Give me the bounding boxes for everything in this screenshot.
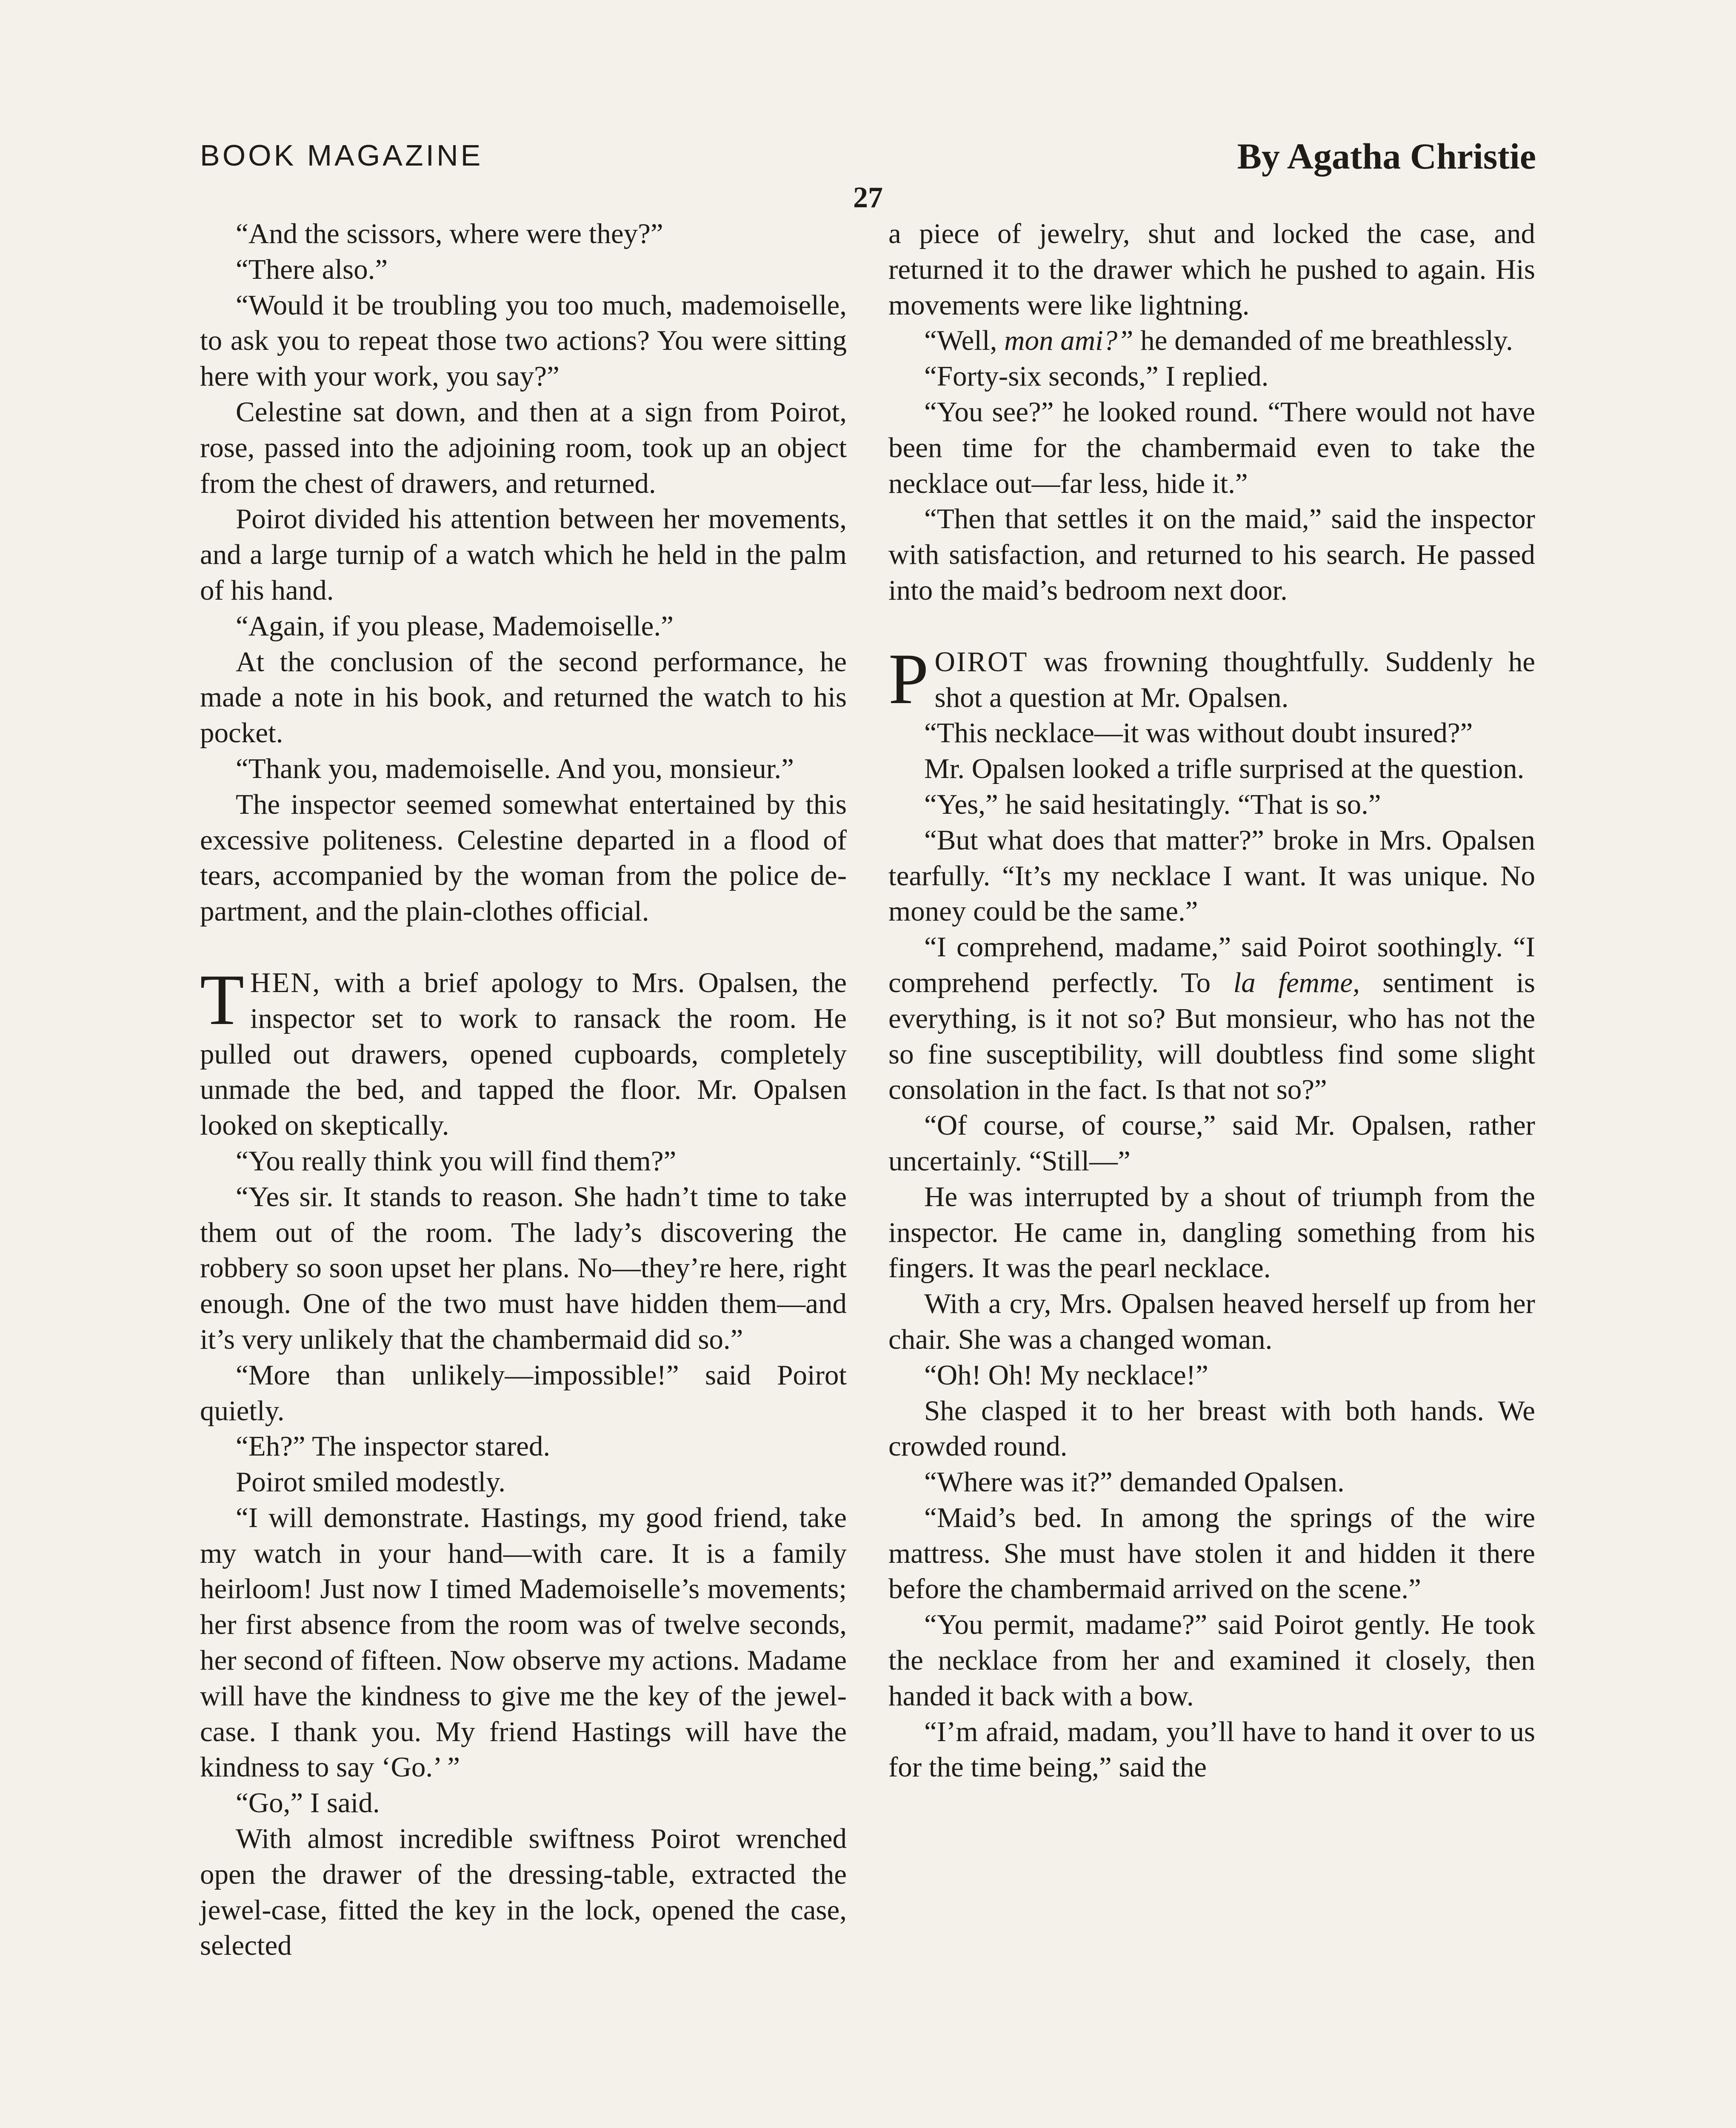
- paragraph: “Oh! Oh! My necklace!”: [924, 1359, 1208, 1391]
- paragraph: With almost incredible swiftness Poirot wrenched open the drawer of the dressing-table, extracted the jewel-case, fitted the key in the lock, opened the case, selected: [200, 1823, 847, 1962]
- paragraph: “Of course, of course,” said Mr. Opalsen, rather uncertainly. “Still—”: [888, 1110, 1535, 1177]
- paragraph-text: was frowning thoughtfully. Suddenly he shot a question at Mr. Opalsen.: [934, 646, 1535, 713]
- author-byline: By Agatha Christie: [1237, 136, 1536, 177]
- italic-text: mon ami?”: [1004, 325, 1134, 357]
- paragraph: The inspector seemed somewhat entertained by this excessive politeness. Celestine departed in a flood of tears, accompanied by the woman from the police department, and the plain-clothes official.: [200, 788, 847, 927]
- paragraph-text: he demanded of me breathlessly.: [1133, 325, 1513, 357]
- paragraph-text: “I comprehend, madame,” said Poirot soothingly. “I comprehend perfectly. To: [888, 931, 1535, 998]
- paragraph: “I will demonstrate. Hastings, my good friend, take my watch in your hand—with care. It is a family heirloom! Just now I timed Mademoiselle’s movements; her first absence from the room was of twelve seconds, her second of fifteen. Now observe my actions. Madame will have the kindness to give me the key of the jewel-case. I thank you. My friend Hastings will have the kindness to say ‘Go.’ ”: [200, 1502, 847, 1783]
- paragraph: At the conclusion of the second performance, he made a note in his book, and returned the watch to his pocket.: [200, 646, 847, 749]
- paragraph: “Again, if you please, Mademoiselle.”: [236, 610, 674, 642]
- page-number: 27: [853, 181, 883, 214]
- paragraph: “You really think you will find them?”: [236, 1145, 677, 1177]
- italic-text: la femme,: [1233, 967, 1360, 998]
- section-start-paragraph: [200, 959, 847, 1144]
- paragraph: “But what does that matter?” broke in Mrs. Opalsen tearfully. “It’s my necklace I want. It was unique. No money could be the same.”: [888, 824, 1535, 927]
- paragraph: [888, 323, 1535, 359]
- paragraph-text: “Well,: [924, 325, 1005, 357]
- paragraph: “Go,” I said.: [236, 1787, 380, 1819]
- paragraph-text: sentiment is everything, is it not so? But monsieur, who has not the so fine susceptibility, will doubtless find some slight consolation in the fact. Is that not so?”: [888, 967, 1535, 1106]
- paragraph: “Would it be troubling you too much, mademoiselle, to ask you to repeat those two actions? You were sitting here with your work, you say?”: [200, 289, 847, 392]
- paragraph: “Where was it?” demanded Opalsen.: [924, 1466, 1345, 1498]
- paragraph: “Yes sir. It stands to reason. She hadn’t time to take them out of the room. The lady’s discovering the robbery so soon upset her plans. No—they’re here, right enough. One of the two must have hidden them—and it’s very unlikely that the chambermaid did so.”: [200, 1181, 847, 1355]
- paragraph: “More than unlikely—impossible!” said Poirot quietly.: [200, 1359, 847, 1427]
- paragraph: “Eh?” The inspector stared.: [236, 1430, 551, 1462]
- running-head: [200, 138, 1536, 185]
- paragraph: With a cry, Mrs. Opalsen heaved herself up from her chair. She was a changed woman.: [888, 1288, 1535, 1355]
- drop-cap: T: [200, 959, 244, 1040]
- paragraph: Celestine sat down, and then at a sign from Poirot, rose, passed into the adjoining room, took up an object from the chest of drawers, and returned.: [200, 396, 847, 499]
- paragraph: “Maid’s bed. In among the springs of the wire mattress. She must have stolen it and hidden it there before the chambermaid arrived on the scene.”: [888, 1502, 1535, 1605]
- drop-cap: P: [888, 638, 929, 719]
- paragraph: He was interrupted by a shout of triumph from the inspector. He came in, dangling something from his fingers. It was the pearl necklace.: [888, 1181, 1535, 1284]
- paragraph: “Yes,” he said hesitatingly. “That is so.”: [924, 788, 1381, 820]
- paragraph: “You see?” he looked round. “There would not have been time for the chambermaid even to take the necklace out—far less, hide it.”: [888, 396, 1535, 499]
- right-column: [888, 216, 1535, 1785]
- paragraph: “Forty-six seconds,” I replied.: [924, 360, 1269, 392]
- lead-in-caps: HEN,: [250, 967, 321, 998]
- paragraph: “Then that settles it on the maid,” said the inspector with satisfaction, and returned to his search. He passed into the maid’s bedroom next door.: [888, 503, 1535, 606]
- paragraph: [888, 930, 1535, 1108]
- magazine-title: BOOK MAGAZINE: [200, 139, 483, 172]
- lead-in-caps: OIROT: [934, 646, 1028, 678]
- paragraph: “You permit, madame?” said Poirot gently. He took the necklace from her and examined it closely, then handed it back with a bow.: [888, 1609, 1535, 1712]
- left-column: [200, 216, 847, 1964]
- paragraph: Mr. Opalsen looked a trifle surprised at the question.: [924, 753, 1525, 785]
- paragraph: “And the scissors, where were they?”: [236, 218, 663, 249]
- paragraph: “I’m afraid, madam, you’ll have to hand it over to us for the time being,” said the: [888, 1716, 1535, 1783]
- paragraph: Poirot divided his attention between her movements, and a large turnip of a watch which he held in the palm of his hand.: [200, 503, 847, 606]
- paragraph: Poirot smiled modestly.: [236, 1466, 506, 1498]
- paragraph: She clasped it to her breast with both hands. We crowded round.: [888, 1395, 1535, 1462]
- paragraph-text: with a brief apology to Mrs. Opalsen, the inspector set to work to ransack the room. He pulled out drawers, opened cupboards, completely unmade the bed, and tapped the floor. Mr. Opalsen looked on skeptically.: [200, 967, 847, 1141]
- paragraph: “Thank you, mademoiselle. And you, monsieur.”: [236, 752, 794, 784]
- section-start-paragraph: [888, 638, 1535, 719]
- paragraph: “There also.”: [236, 253, 388, 285]
- paragraph: a piece of jewelry, shut and locked the case, and returned it to the drawer which he pushed to again. His movements were like lightning.: [888, 218, 1535, 321]
- paragraph: “This necklace—it was without doubt insured?”: [924, 717, 1473, 749]
